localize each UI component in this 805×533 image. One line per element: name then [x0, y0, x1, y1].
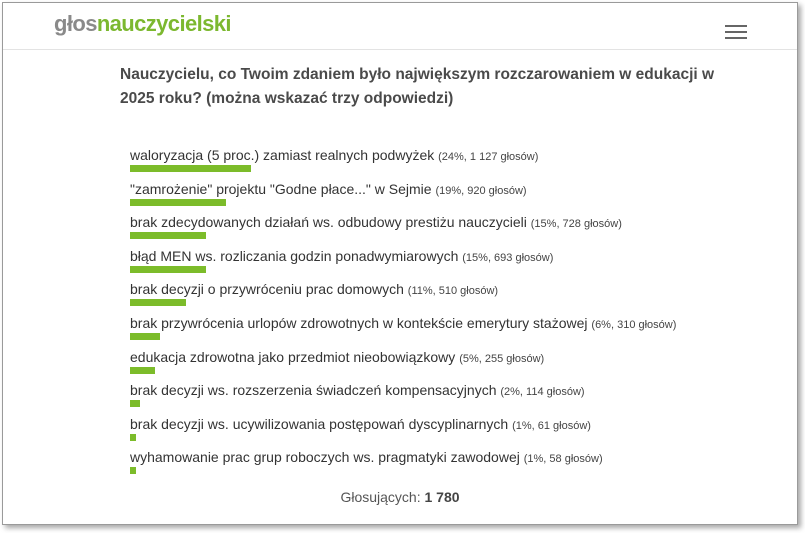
poll-option-stats: (11%, 510 głosów): [407, 285, 499, 298]
poll-option-bar: [130, 299, 186, 306]
poll-option-label: brak decyzji ws. rozszerzenia świadczeń kompensacyjnych: [130, 382, 497, 399]
poll-option-label: brak decyzji o przywróceniu prac domowych: [130, 281, 404, 298]
poll-options: [130, 145, 750, 481]
poll-option[interactable]: [130, 347, 750, 381]
poll-option-label: waloryzacja (5 proc.) zamiast realnych podwyżek: [130, 147, 435, 163]
poll-option-stats: (15%, 728 głosów): [530, 218, 622, 231]
poll-option-bar: [130, 165, 251, 172]
poll-option-stats: (6%, 310 głosów): [591, 318, 677, 331]
poll-option[interactable]: [130, 414, 750, 448]
site-logo[interactable]: głosnauczycielski: [54, 11, 231, 36]
voters-total-value: 1 780: [424, 489, 460, 505]
poll-option-label: brak zdecydowanych działań ws. odbudowy prestiżu nauczycieli: [130, 214, 527, 231]
poll-option[interactable]: [130, 246, 750, 280]
poll-option-stats: (2%, 114 głosów): [500, 386, 585, 399]
site-header: [3, 3, 797, 50]
poll-option-bar: [130, 199, 226, 206]
poll-option-bar: [130, 434, 136, 441]
hamburger-menu-icon[interactable]: [725, 25, 747, 40]
poll-option[interactable]: [130, 279, 750, 313]
poll-option[interactable]: [130, 212, 750, 246]
poll-option-stats: (15%, 693 głosów): [462, 251, 554, 264]
poll-option[interactable]: [130, 380, 750, 414]
poll-option[interactable]: [130, 179, 750, 213]
poll-option-bar: [130, 266, 206, 273]
poll-question: Nauczycielu, co Twoim zdaniem było największym rozczarowaniem w edukacji w 2025 roku? (można wskazać trzy odpowiedzi): [120, 66, 715, 107]
poll-option-label: brak decyzji ws. ucywilizowania postępowań dyscyplinarnych: [130, 415, 509, 432]
poll-option-stats: (5%, 255 głosów): [459, 352, 545, 365]
poll-option-bar: [130, 232, 206, 239]
voters-total: [3, 489, 797, 505]
poll-option[interactable]: [130, 447, 750, 481]
poll-option-stats: (19%, 920 głosów): [435, 184, 527, 197]
poll-option-label: błąd MEN ws. rozliczania godzin ponadwymiarowych: [130, 247, 459, 264]
poll-option[interactable]: [130, 313, 750, 347]
page-frame: [2, 2, 798, 525]
voters-total-label: Głosujących:: [340, 489, 421, 505]
poll-option-bar: [130, 367, 155, 374]
poll-option-stats: (1%, 61 głosów): [512, 419, 591, 432]
poll-option-label: brak przywrócenia urlopów zdrowotnych w kontekście emerytury stażowej: [130, 314, 588, 331]
poll-option-label: wyhamowanie prac grup roboczych ws. pragmatyki zawodowej: [130, 449, 520, 466]
poll-option-bar: [130, 333, 160, 340]
poll-option[interactable]: [130, 145, 750, 179]
poll-option-label: "zamrożenie" projektu "Godne płace..." w Sejmie: [130, 180, 432, 197]
poll-option-stats: (1%, 58 głosów): [523, 453, 603, 466]
poll-option-bar: [130, 400, 140, 407]
poll-option-label: edukacja zdrowotna jako przedmiot nieobowiązkowy: [130, 348, 456, 365]
poll-option-bar: [130, 467, 136, 474]
poll-option-stats: (24%, 1 127 głosów): [438, 151, 539, 163]
